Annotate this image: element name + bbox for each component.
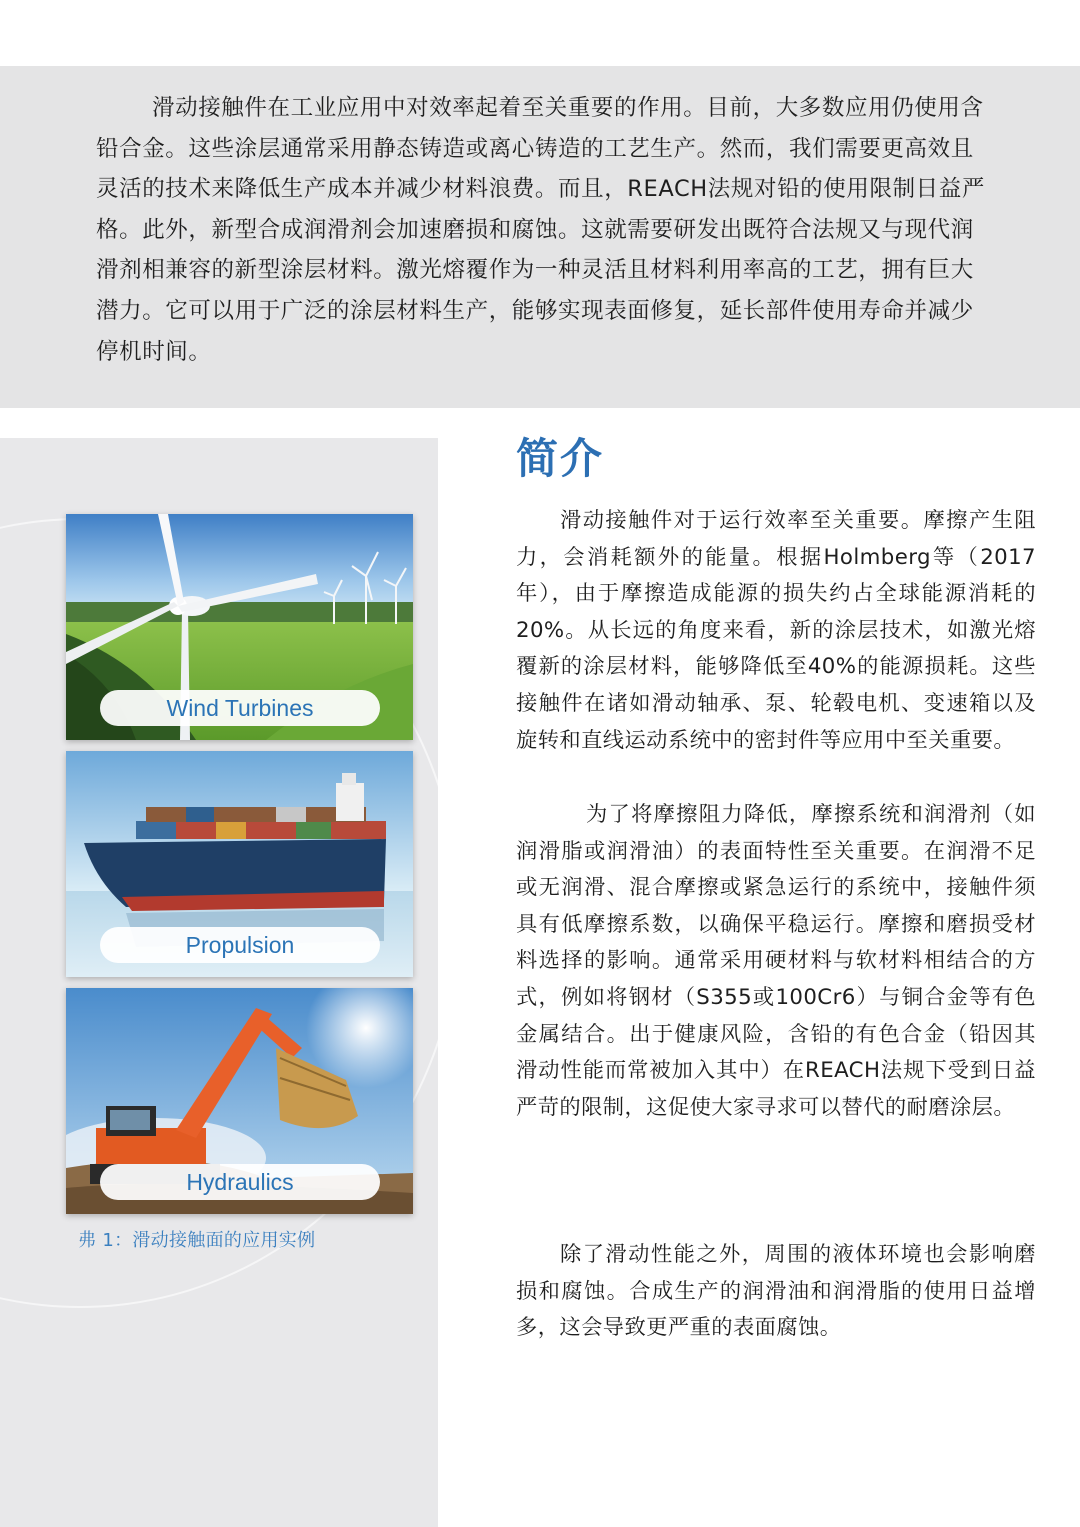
body-paragraph-3: 除了滑动性能之外，周围的液体环境也会影响磨损和腐蚀。合成生产的润滑油和润滑脂的使用日益增多，这会导致更严重的表面腐蚀。 <box>516 1242 1036 1341</box>
intro-band <box>0 66 1080 408</box>
propulsion-image <box>66 751 413 977</box>
intro-paragraph: 滑动接触件在工业应用中对效率起着至关重要的作用。目前，大多数应用仍使用含铅合金。这些涂层通常采用静态铸造或离心铸造的工艺生产。然而，我们需要更高效且灵活的技术来降低生产成本并减少材料浪费。而且，REACH法规对铅的使用限制日益严格。此外，新型合成润滑剂会加速磨损和腐蚀。这就需要研发出既符合法规又与现代润滑剂相兼容的新型涂层材料。激光熔覆作为一种灵活且材料利用率高的工艺，拥有巨大潜力。它可以用于广泛的涂层材料生产，能够实现表面修复，延长部件使用寿命并减少停机时间。 <box>96 95 985 365</box>
figure-caption: 弗 1：滑动接触面的应用实例 <box>78 1230 316 1251</box>
wind-turbines-label: Wind Turbines <box>100 690 380 726</box>
propulsion-label: Propulsion <box>100 927 380 963</box>
body-paragraph-2: 为了将摩擦阻力降低，摩擦系统和润滑剂（如润滑脂或润滑油）的表面特性至关重要。在润滑不足或无润滑、混合摩擦或紧急运行的系统中，接触件须具有低摩擦系数，以确保平稳运行。摩擦和磨损受材料选择的影响。通常采用硬材料与软材料相结合的方式，例如将钢材（S355或100Cr6）与铜合金等有色金属结合。出于健康风险，含铅的有色合金（铅因其滑动性能而常被加入其中）在REACH法规下受到日益严苛的限制，这促使大家寻求可以替代的耐磨涂层。 <box>516 802 1036 1120</box>
hydraulics-label: Hydraulics <box>100 1164 380 1200</box>
section-heading: 简介 <box>516 434 605 483</box>
wind-turbines-image <box>66 514 413 740</box>
body-paragraph-1: 滑动接触件对于运行效率至关重要。摩擦产生阻力，会消耗额外的能量。根据Holmberg等（2017年），由于摩擦造成能源的损失约占全球能源消耗的20%。从长远的角度来看，新的涂层技术，如激光熔覆新的涂层材料，能够降低至40%的能源损耗。这些接触件在诸如滑动轴承、泵、轮毂电机、变速箱以及旋转和直线运动系统中的密封件等应用中至关重要。 <box>516 508 1036 753</box>
hydraulics-image <box>66 988 413 1214</box>
